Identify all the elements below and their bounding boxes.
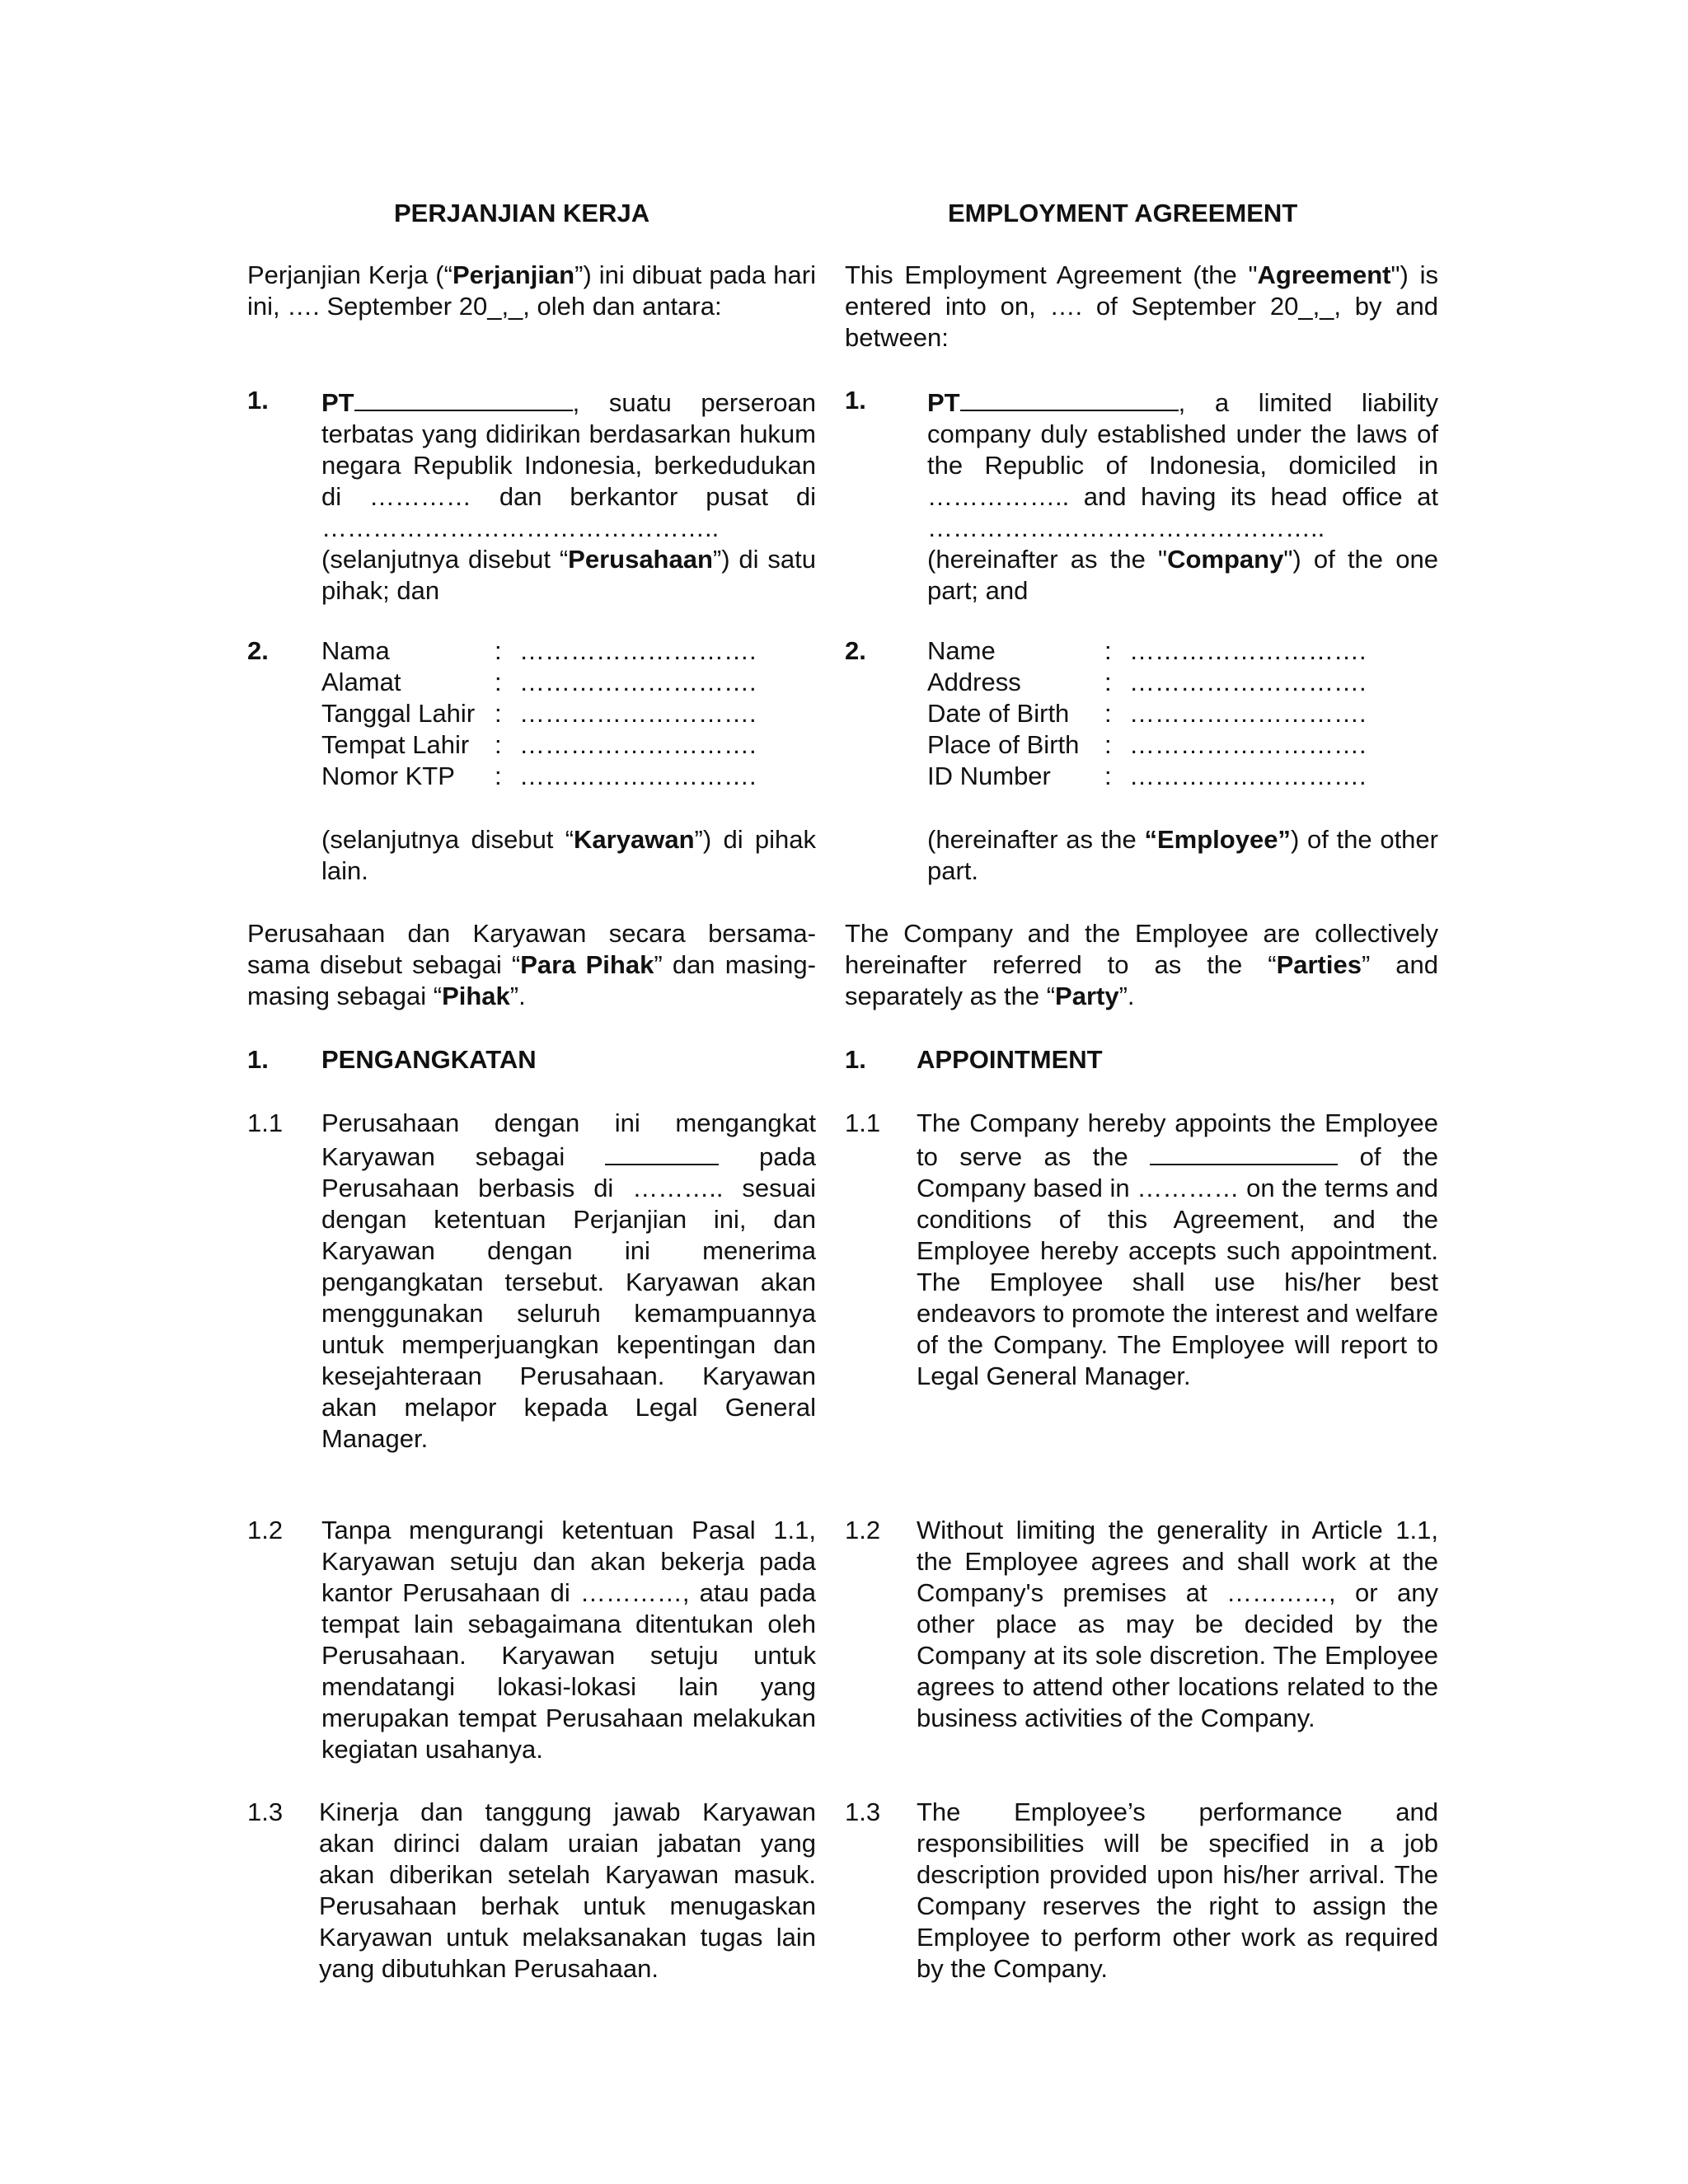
section1-title-right: APPOINTMENT: [917, 1045, 1103, 1074]
field-label: Nama: [321, 636, 390, 665]
clause-1-2-left: Tanpa mengurangi ketentuan Pasal 1.1, Karyawan setuju dan akan bekerja pada kantor Perusahaan di …………, atau pada tempat lain sebagaimana ditentukan oleh Perusahaan. Karyawan setuju untuk mendatangi lokasi-lokasi lain yang merupakan tempat Perusahaan melakukan kegiatan usahanya.: [321, 1516, 816, 1764]
clause-1-1-number-left: 1.1: [247, 1108, 284, 1137]
field-value: ……………………….: [1129, 762, 1367, 790]
parties-left: Perusahaan dan Karyawan secara bersama-sama disebut sebagai “Para Pihak” dan masing-masing sebagai “Pihak”.: [247, 919, 816, 1010]
field-label: Name: [927, 636, 996, 665]
intro-right: This Employment Agreement (the "Agreement") is entered into on, …. of September 20_,_, by and between:: [845, 260, 1438, 352]
field-value: ……………………….: [1129, 668, 1367, 696]
employee-fields-left: [321, 635, 757, 792]
section1-number-right: 1.: [845, 1045, 866, 1074]
blank-line: [960, 385, 1179, 411]
party1-right: PT , a limited liability company duly established under the laws of the Republic of Indonesia, domiciled in …………….. and having its head office at ……………………………………….. (hereinafter as the "Company") of the one part; and: [927, 385, 1438, 607]
clause-1-1-number-right: 1.1: [845, 1108, 881, 1137]
field-row: Date of Birth : ……………………….: [927, 699, 1367, 728]
field-value: ……………………….: [519, 730, 757, 759]
title-english: EMPLOYMENT AGREEMENT: [948, 199, 1298, 227]
field-label: Place of Birth: [927, 730, 1080, 759]
clause-1-1-right: The Company hereby appoints the Employee to serve as the of the Company based in ………… on the terms and conditions of this Agreement, and the Employee hereby accepts such appointment. The Employee shall use his/her best endeavors to promote the interest and welfare of the Company. The Employee will report to Legal General Manager.: [917, 1108, 1438, 1390]
field-row: Alamat : ……………………….: [321, 668, 757, 696]
title-indonesian: PERJANJIAN KERJA: [394, 199, 650, 227]
parties-right: The Company and the Employee are collectively hereinafter referred to as the “Parties” and separately as the “Party”.: [845, 919, 1438, 1010]
field-value: ……………………….: [519, 762, 757, 790]
field-label: ID Number: [927, 762, 1051, 790]
field-value: ……………………….: [1129, 730, 1367, 759]
field-value: ……………………….: [519, 699, 757, 728]
field-value: ……………………….: [519, 668, 757, 696]
field-row: ID Number : ……………………….: [927, 762, 1367, 790]
section1-number-left: 1.: [247, 1045, 269, 1074]
clause-1-3-number-left: 1.3: [247, 1797, 284, 1826]
blank-line: [605, 1139, 719, 1165]
field-label: Date of Birth: [927, 699, 1070, 728]
clause-1-2-right: Without limiting the generality in Article 1.1, the Employee agrees and shall work at the Company's premises at …………, or any other place as may be decided by the Company at its sole discretion. The Employee agrees to attend other locations related to the business activities of the Company.: [917, 1516, 1438, 1732]
field-row: Nomor KTP : ……………………….: [321, 762, 757, 790]
field-row: Tanggal Lahir : ……………………….: [321, 699, 757, 728]
clause-1-1-left: Perusahaan dengan ini mengangkat Karyawan sebagai pada Perusahaan berbasis di ……….. sesuai dengan ketentuan Perjanjian ini, dan Karyawan dengan ini menerima pengangkatan tersebut. Karyawan akan menggunakan seluruh kemampuannya untuk memperjuangkan kepentingan dan kesejahteraan Perusahaan. Karyawan akan melapor kepada Legal General Manager.: [321, 1108, 816, 1453]
field-value: ……………………….: [519, 636, 757, 665]
field-row: Address : ……………………….: [927, 668, 1367, 696]
field-value: ……………………….: [1129, 699, 1367, 728]
clause-1-3-number-right: 1.3: [845, 1797, 881, 1826]
party2-number-right: 2.: [845, 636, 866, 665]
field-label: Nomor KTP: [321, 762, 455, 790]
party1-left: PT , suatu perseroan terbatas yang didirikan berdasarkan hukum negara Republik Indonesia, berkedudukan di ………… dan berkantor pusat di ……………………………………….. (selanjutnya disebut “Perusahaan”) di satu pihak; dan: [321, 385, 816, 607]
field-value: ……………………….: [1129, 636, 1367, 665]
clause-1-2-number-right: 1.2: [845, 1516, 881, 1544]
party1-number-right: 1.: [845, 386, 866, 415]
party2-number-left: 2.: [247, 636, 269, 665]
blank-line: [354, 385, 573, 411]
field-label: Tanggal Lahir: [321, 699, 476, 728]
clause-1-3-left: Kinerja dan tanggung jawab Karyawan akan dirinci dalam uraian jabatan yang akan diberikan setelah Karyawan masuk. Perusahaan berhak untuk menugaskan Karyawan untuk melaksanakan tugas lain yang dibutuhkan Perusahaan.: [319, 1797, 816, 1983]
clause-1-3-right: The Employee’s performance and responsibilities will be specified in a job description provided upon his/her arrival. The Company reserves the right to assign the Employee to perform other work as required by the Company.: [917, 1797, 1438, 1983]
intro-left: Perjanjian Kerja (“Perjanjian”) ini dibuat pada hari ini, …. September 20_,_, oleh dan antara:: [247, 260, 817, 321]
party1-number-left: 1.: [247, 386, 269, 415]
field-row: Tempat Lahir : ……………………….: [321, 730, 757, 759]
clause-1-2-number-left: 1.2: [247, 1516, 284, 1544]
field-label: Tempat Lahir: [321, 730, 470, 759]
field-row: Place of Birth : ……………………….: [927, 730, 1367, 759]
field-label: Address: [927, 668, 1021, 696]
field-row: Name : ……………………….: [927, 636, 1367, 665]
section1-title-left: PENGANGKATAN: [321, 1045, 537, 1074]
field-row: Nama : ……………………….: [321, 636, 757, 665]
party2-right-note: (hereinafter as the “Employee”) of the other part.: [927, 825, 1438, 885]
party2-left-note: (selanjutnya disebut “Karyawan”) di pihak lain.: [321, 825, 816, 885]
blank-line: [1150, 1139, 1338, 1165]
employee-fields-right: [927, 635, 1367, 792]
field-label: Alamat: [321, 668, 401, 696]
